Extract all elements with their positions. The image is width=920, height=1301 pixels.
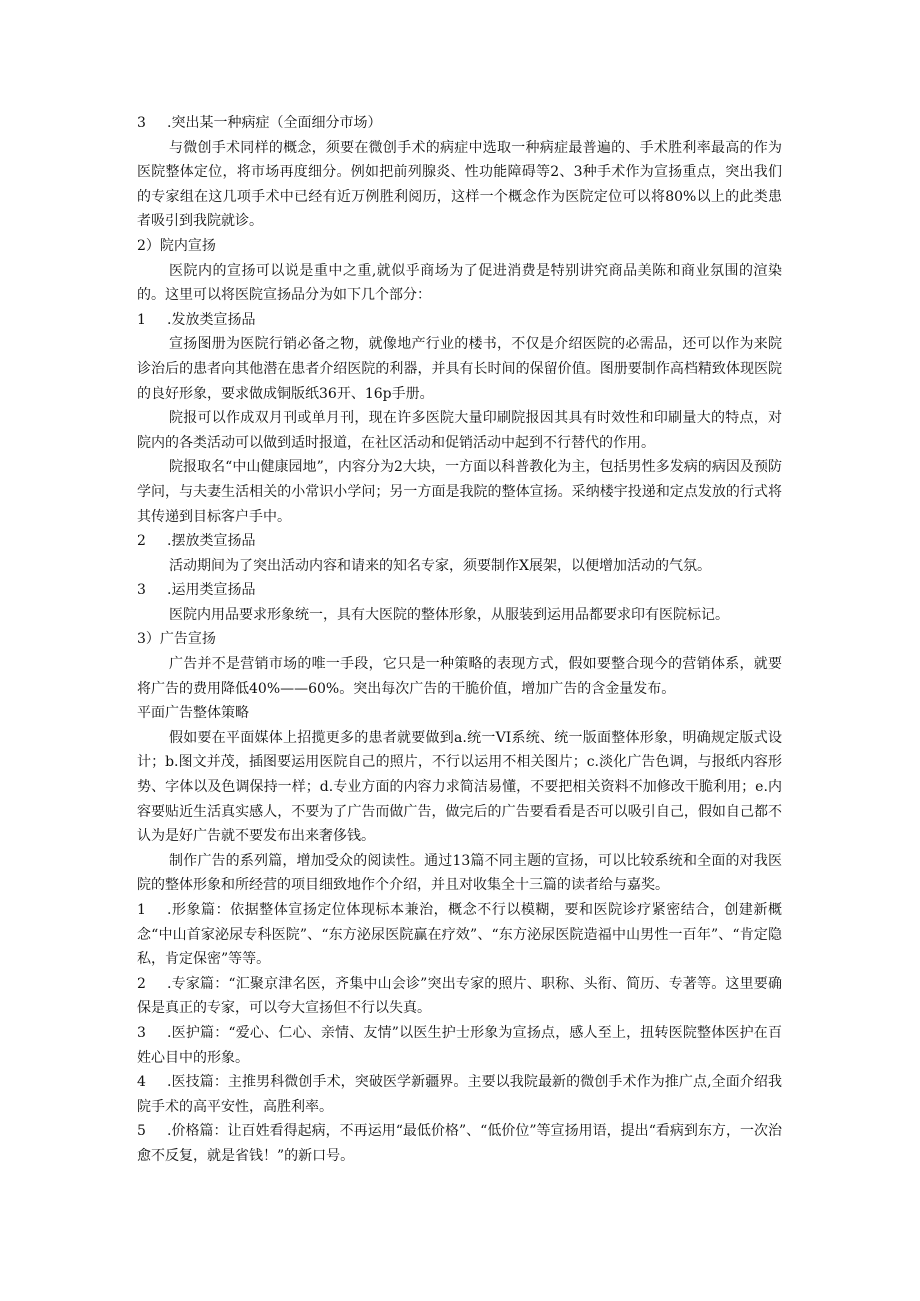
item-number: 3: [137, 1024, 146, 1041]
paragraph: 与微创手术同样的概念，须要在微创手术的病症中选取一种病症最普遍的、手术胜利率最高的作为医院整体定位，将市场再度细分。例如把前列腺炎、性功能障碍等2、3种手术作为宣扬重点，突出我们的专家组在这几项手术中已经有近万例胜利阅历，这样一个概念作为医院定位可以将80%以上的此类患者吸引到我院就诊。: [137, 139, 782, 230]
paragraph: 医院内用品要求形象统一，具有大医院的整体形象，从服装到运用品都要求印有医院标记。: [169, 606, 729, 623]
paragraph: 假如要在平面媒体上招揽更多的患者就要做到a.统一VI系统、统一版面整体形象，明确规定版式设计；b.图文并茂，插图要运用医院自己的照片，不行以运用不相关图片；c.淡化广告色调，与报纸内容形势、字体以及色调保持一样；d.专业方面的内容力求简洁易懂，不要把相关资料不加修改干脆利用；e.内容要贴近生活真实感人，不要为了广告而做广告，做完后的广告要看看是否可以吸引自己，假如自己都不认为是好广告就不要发布出来奢侈钱。: [137, 729, 782, 845]
item-text: .医技篇：主推男科微创手术，突破医学新疆界。主要以我院最新的微创手术作为推广点,全面介绍我院手术的高平安性，高胜利率。: [137, 1074, 782, 1115]
section-heading: 平面广告整体策略: [137, 705, 249, 722]
list-item: [137, 1021, 782, 1070]
item-number: 2: [137, 533, 146, 550]
item-number: 3: [137, 582, 146, 599]
item-text: .医护篇：“爱心、仁心、亲情、友情”以医生护士形象为宣扬点，感人至上，扭转医院整体医护在百姓心目中的形象。: [137, 1024, 782, 1066]
section-heading: 3）广告宣扬: [137, 631, 216, 648]
item-title: .发放类宣扬品: [167, 311, 256, 328]
item-number: 3: [137, 115, 146, 131]
section-item: [137, 529, 782, 554]
section-heading: 2）院内宣扬: [137, 237, 216, 254]
item-text: .形象篇：依据整体宣扬定位体现标本兼治，概念不行以模糊，要和医院诊疗紧密结合，创建新概念“中山首家泌尿专科医院”、“东方泌尿医院赢在疗效”、“东方泌尿医院造福中山男性一百年”、“肯定隐私，肯定保密”等等。: [137, 902, 782, 968]
list-item: [137, 1070, 782, 1119]
paragraph: 医院内的宣扬可以说是重中之重,就似乎商场为了促进消费是特别讲究商品美陈和商业氛围的渲染的。这里可以将医院宣扬品分为如下几个部分：: [137, 262, 782, 304]
item-text: .价格篇：让百姓看得起病，不再运用“最低价格”、“低价位”等宣扬用语，提出“看病到东方，一次治愈不反复，就是省钱！”的新口号。: [137, 1123, 782, 1164]
paragraph: 院报取名“中山健康园地”，内容分为2大块，一方面以科普教化为主，包括男性多发病的病因及预防学问，与夫妻生活相关的小常识小学问；另一方面是我院的整体宣扬。采纳楼宇投递和定点发放的行式将其传递到目标客户手中。: [137, 459, 782, 525]
list-item: [137, 972, 782, 1021]
paragraph: 广告并不是营销市场的唯一手段，它只是一种策略的表现方式，假如要整合现今的营销体系，就要将广告的费用降低40%——60%。突出每次广告的干脆价值，增加广告的含金量发布。: [137, 656, 782, 697]
paragraph: 院报可以作成双月刊或单月刊，现在许多医院大量印刷院报因其具有时效性和印刷量大的特点，对院内的各类活动可以做到适时报道，在社区活动和促销活动中起到不行替代的作用。: [137, 410, 782, 451]
list-item: [137, 1119, 782, 1168]
document-body: [137, 111, 782, 1169]
item-title: .摆放类宣扬品: [167, 533, 256, 550]
item-title: .突出某一种病症（全面细分市场）: [167, 115, 382, 131]
section-item: [137, 308, 782, 333]
item-number: 5: [137, 1123, 146, 1140]
item-number: 4: [137, 1074, 146, 1091]
item-number: 2: [137, 975, 146, 992]
list-item: [137, 898, 782, 972]
paragraph: 制作广告的系列篇，增加受众的阅读性。通过13篇不同主题的宣扬，可以比较系统和全面的对我医院的整体形象和所经营的项目细致地作个介绍，并且对收集全十三篇的读者给与嘉奖。: [137, 852, 782, 894]
item-number: 1: [137, 311, 146, 328]
section-item: [137, 578, 782, 603]
paragraph: 宣扬图册为医院行销必备之物，就像地产行业的楼书，不仅是介绍医院的必需品，还可以作为来院诊治后的患者向其他潜在患者介绍医院的利器，并具有长时间的保留价值。图册要制作高档精致体现医院的良好形象，要求做成铜版纸36开、16p手册。: [137, 336, 782, 402]
item-text: .专家篇：“汇聚京津名医，齐集中山会诊”突出专家的照片、职称、头衔、简历、专著等。这里要确保是真正的专家，可以夸大宣扬但不行以失真。: [137, 975, 782, 1017]
section-item: [137, 111, 782, 136]
item-number: 1: [137, 902, 146, 918]
item-title: .运用类宣扬品: [167, 582, 256, 599]
paragraph: 活动期间为了突出活动内容和请来的知名专家，须要制作X展架，以便增加活动的气氛。: [169, 557, 711, 574]
